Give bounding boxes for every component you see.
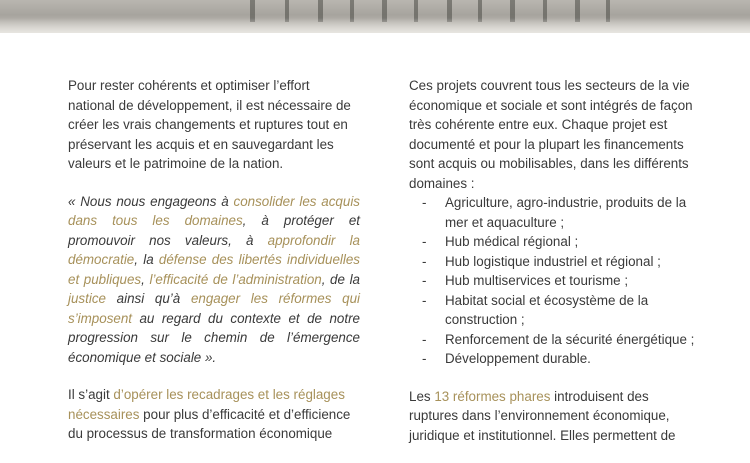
- quote-highlight: approfondir la démocratie: [68, 232, 360, 267]
- quote-text: ,: [141, 271, 150, 287]
- list-item: - Hub logistique industriel et régional ;: [409, 252, 701, 272]
- commitment-quote: [68, 192, 360, 368]
- list-item: - Agriculture, agro-industrie, produits de la mer et aquaculture ;: [409, 193, 701, 232]
- quote-text: « Nous nous engageons à: [68, 193, 234, 209]
- intro-paragraph: Pour rester cohérents et optimiser l’effort national de développement, il est nécessaire de créer les vrais changements et ruptures tout en préservant les acquis et en sauvegardant les valeurs et le patrimoine de la nation.: [68, 78, 351, 171]
- paragraph-text: pour plus d’efficacité et d’efficience du processus de transformation économique: [68, 406, 351, 441]
- quote-text: au regard du contexte et de notre progression sur le chemin de l’émergence économique et sociale ».: [68, 310, 360, 365]
- reforms-paragraph: [409, 387, 701, 446]
- projects-paragraph: Ces projets couvrent tous les secteurs de la vie économique et sociale et sont intégrés de façon très cohérente entre eux. Chaque projet est documenté et pour la plupart les financements sont acquis ou mobilisables, dans les différents domaines :: [409, 78, 693, 191]
- paragraph-highlight: 13 réformes phares: [434, 388, 551, 404]
- domains-list: [409, 193, 701, 369]
- quote-highlight: consolider les acquis dans tous les domaines: [68, 193, 360, 228]
- quote-text: ainsi qu’à: [105, 291, 191, 306]
- left-column: [68, 76, 360, 462]
- list-item: - Hub multiservices et tourisme ;: [409, 271, 701, 291]
- quote-text: , de la: [321, 271, 360, 287]
- paragraph-text: introduisent des ruptures dans l’environnement économique, juridique et institutionnel. Elles permettent de: [409, 388, 676, 443]
- right-column: [409, 76, 701, 463]
- quote-highlight: l’efficacité de l’administration: [149, 271, 322, 287]
- quote-highlight: engager les réformes qui s’imposent: [68, 291, 360, 326]
- paragraph-highlight: d’opérer les recadrages et les réglages nécessaires: [68, 387, 345, 422]
- quote-text: , à protéger et promouvoir nos valeurs, à: [68, 213, 360, 248]
- quote-highlight: justice: [68, 291, 106, 306]
- list-item: - Développement durable.: [409, 349, 701, 369]
- quote-highlight: défense des libertés individuelles et publiques: [68, 252, 360, 287]
- list-item: - Hub médical régional ;: [409, 232, 701, 252]
- paragraph-text: Les: [409, 388, 435, 404]
- quote-text: , la: [134, 252, 159, 267]
- adjustments-paragraph: [68, 385, 360, 444]
- list-item: - Renforcement de la sécurité énergétique ;: [409, 330, 701, 350]
- paragraph-text: Il s’agit: [68, 387, 114, 402]
- list-item: - Habitat social et écosystème de la construction ;: [409, 291, 701, 330]
- header-photo-banner: [0, 0, 750, 33]
